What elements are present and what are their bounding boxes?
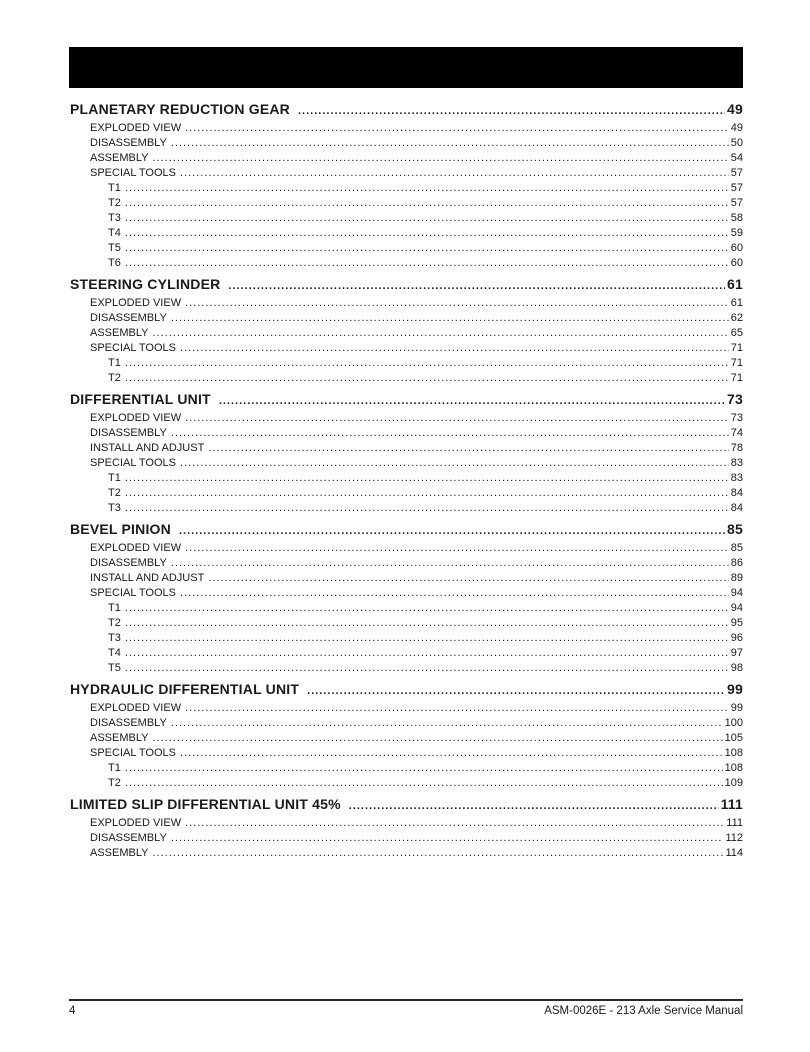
toc-entry [70, 731, 743, 746]
toc-section [70, 275, 743, 386]
toc-entry-label: EXPLODED VIEW [90, 412, 182, 424]
toc-entry-label: T1 [108, 762, 121, 774]
toc-entry-label: SPECIAL TOOLS [90, 457, 177, 469]
toc-entry-label: DISASSEMBLY [90, 717, 167, 729]
dot-leader [171, 556, 729, 571]
toc-entry-label: SPECIAL TOOLS [90, 167, 177, 179]
dot-leader [185, 411, 729, 426]
toc-section-heading-page: 49 [727, 101, 743, 117]
dot-leader [307, 682, 725, 701]
toc-entry-page: 58 [730, 212, 743, 224]
dot-leader [125, 356, 729, 371]
toc-section-heading-label: HYDRAULIC DIFFERENTIAL UNIT [70, 681, 300, 697]
toc-entry-page: 61 [730, 297, 743, 309]
toc-entry-label: SPECIAL TOOLS [90, 747, 177, 759]
toc-entry [70, 166, 743, 181]
toc-entry-label: EXPLODED VIEW [90, 542, 182, 554]
toc-entry-page: 60 [730, 242, 743, 254]
dot-leader [125, 486, 729, 501]
dot-leader [180, 746, 723, 761]
dot-leader [185, 541, 729, 556]
toc-entry-page: 62 [730, 312, 743, 324]
toc-entry-page: 73 [730, 412, 743, 424]
toc-entry [70, 776, 743, 791]
table-of-contents [70, 100, 743, 865]
page-footer [69, 999, 743, 1017]
toc-entry-page: 78 [730, 442, 743, 454]
dot-leader [125, 616, 729, 631]
dot-leader [349, 797, 719, 816]
toc-entry-page: 89 [730, 572, 743, 584]
toc-entry-label: ASSEMBLY [90, 732, 149, 744]
toc-entry-label: INSTALL AND ADJUST [90, 442, 205, 454]
toc-section-heading-page: 73 [727, 391, 743, 407]
dot-leader [153, 846, 724, 861]
toc-section-heading [70, 390, 743, 411]
toc-section [70, 390, 743, 516]
toc-entry-label: T5 [108, 242, 121, 254]
toc-entry-page: 83 [730, 457, 743, 469]
toc-entry-page: 86 [730, 557, 743, 569]
toc-section-heading [70, 100, 743, 121]
dot-leader [125, 761, 723, 776]
toc-entry-page: 49 [730, 122, 743, 134]
toc-entry [70, 716, 743, 731]
toc-entry-page: 85 [730, 542, 743, 554]
toc-entry-page: 59 [730, 227, 743, 239]
toc-entry [70, 701, 743, 716]
dot-leader [125, 181, 729, 196]
toc-entry-label: SPECIAL TOOLS [90, 587, 177, 599]
dot-leader [219, 392, 725, 411]
toc-entry-label: T1 [108, 357, 121, 369]
toc-section-heading-label: PLANETARY REDUCTION GEAR [70, 101, 290, 117]
toc-entry [70, 601, 743, 616]
dot-leader [125, 631, 729, 646]
toc-entry [70, 326, 743, 341]
toc-entry [70, 486, 743, 501]
toc-entry-label: INSTALL AND ADJUST [90, 572, 205, 584]
toc-entry-label: T5 [108, 662, 121, 674]
toc-entry [70, 571, 743, 586]
toc-entry-label: ASSEMBLY [90, 847, 149, 859]
toc-entry-label: ASSEMBLY [90, 152, 149, 164]
dot-leader [153, 326, 729, 341]
toc-entry [70, 456, 743, 471]
dot-leader [125, 211, 729, 226]
toc-entry-page: 94 [730, 587, 743, 599]
toc-entry [70, 121, 743, 136]
toc-entry-page: 71 [730, 342, 743, 354]
dot-leader [125, 256, 729, 271]
toc-entry [70, 371, 743, 386]
toc-entry-page: 94 [730, 602, 743, 614]
toc-entry [70, 746, 743, 761]
dot-leader [180, 456, 729, 471]
toc-section-heading-label: LIMITED SLIP DIFFERENTIAL UNIT 45% [70, 796, 341, 812]
toc-entry-label: SPECIAL TOOLS [90, 342, 177, 354]
toc-entry-label: T2 [108, 197, 121, 209]
toc-entry-page: 111 [726, 817, 743, 829]
toc-entry [70, 761, 743, 776]
dot-leader [208, 441, 728, 456]
toc-entry-label: T4 [108, 227, 121, 239]
dot-leader [180, 586, 729, 601]
toc-entry-label: T3 [108, 632, 121, 644]
toc-entry-label: T4 [108, 647, 121, 659]
toc-entry-label: T2 [108, 487, 121, 499]
toc-entry [70, 541, 743, 556]
toc-section-heading-page: 99 [727, 681, 743, 697]
dot-leader [125, 601, 729, 616]
dot-leader [180, 166, 729, 181]
toc-entry-page: 108 [724, 762, 743, 774]
toc-entry-page: 54 [730, 152, 743, 164]
toc-entry [70, 846, 743, 861]
toc-entry [70, 501, 743, 516]
toc-entry-page: 96 [730, 632, 743, 644]
toc-entry [70, 471, 743, 486]
toc-entry [70, 441, 743, 456]
toc-section [70, 100, 743, 271]
toc-entry-page: 84 [730, 487, 743, 499]
toc-section-heading-label: BEVEL PINION [70, 521, 171, 537]
toc-entry-label: T1 [108, 182, 121, 194]
toc-entry [70, 196, 743, 211]
toc-entry-page: 84 [730, 502, 743, 514]
dot-leader [171, 831, 724, 846]
toc-entry [70, 181, 743, 196]
toc-entry-page: 57 [730, 167, 743, 179]
toc-entry-label: T1 [108, 472, 121, 484]
toc-entry-label: T2 [108, 617, 121, 629]
dot-leader [125, 371, 729, 386]
toc-entry-page: 83 [730, 472, 743, 484]
dot-leader [125, 471, 729, 486]
dot-leader [171, 311, 729, 326]
toc-entry-label: DISASSEMBLY [90, 312, 167, 324]
header-bar [69, 47, 743, 88]
toc-entry-page: 98 [730, 662, 743, 674]
dot-leader [185, 701, 729, 716]
toc-entry-page: 71 [730, 357, 743, 369]
toc-entry-page: 108 [724, 747, 743, 759]
toc-entry-page: 95 [730, 617, 743, 629]
toc-section-heading-page: 111 [720, 796, 743, 812]
toc-entry-label: EXPLODED VIEW [90, 122, 182, 134]
dot-leader [179, 522, 725, 541]
toc-entry-page: 60 [730, 257, 743, 269]
toc-section-heading [70, 520, 743, 541]
toc-entry [70, 616, 743, 631]
toc-entry-label: DISASSEMBLY [90, 427, 167, 439]
toc-entry-label: DISASSEMBLY [90, 137, 167, 149]
toc-section [70, 520, 743, 676]
toc-entry-page: 114 [725, 847, 743, 859]
toc-entry-page: 74 [730, 427, 743, 439]
toc-entry [70, 586, 743, 601]
toc-entry [70, 341, 743, 356]
toc-entry-page: 57 [730, 182, 743, 194]
toc-entry [70, 646, 743, 661]
toc-entry-label: DISASSEMBLY [90, 557, 167, 569]
toc-entry [70, 426, 743, 441]
toc-entry-label: EXPLODED VIEW [90, 297, 182, 309]
toc-entry [70, 831, 743, 846]
toc-entry-page: 105 [724, 732, 743, 744]
dot-leader [125, 501, 729, 516]
toc-entry-label: T2 [108, 777, 121, 789]
toc-entry-page: 65 [730, 327, 743, 339]
toc-entry [70, 136, 743, 151]
toc-section [70, 795, 743, 861]
toc-entry [70, 356, 743, 371]
toc-section-heading-label: DIFFERENTIAL UNIT [70, 391, 211, 407]
dot-leader [171, 426, 729, 441]
toc-entry [70, 296, 743, 311]
toc-section-heading-page: 85 [727, 521, 743, 537]
dot-leader [185, 121, 729, 136]
dot-leader [298, 102, 725, 121]
dot-leader [125, 646, 729, 661]
toc-entry-label: DISASSEMBLY [90, 832, 167, 844]
dot-leader [125, 661, 729, 676]
toc-entry-page: 50 [730, 137, 743, 149]
dot-leader [153, 151, 729, 166]
toc-entry-label: T2 [108, 372, 121, 384]
toc-entry [70, 311, 743, 326]
toc-entry-page: 71 [730, 372, 743, 384]
toc-section-heading-label: STEERING CYLINDER [70, 276, 221, 292]
toc-entry [70, 411, 743, 426]
toc-entry-page: 112 [725, 832, 743, 844]
toc-entry [70, 226, 743, 241]
toc-entry-label: EXPLODED VIEW [90, 817, 182, 829]
dot-leader [208, 571, 728, 586]
toc-entry-label: T6 [108, 257, 121, 269]
toc-entry [70, 661, 743, 676]
toc-entry [70, 556, 743, 571]
toc-entry-label: T3 [108, 502, 121, 514]
dot-leader [171, 716, 723, 731]
toc-section-heading-page: 61 [727, 276, 743, 292]
dot-leader [125, 776, 723, 791]
toc-entry [70, 241, 743, 256]
toc-entry-page: 57 [730, 197, 743, 209]
toc-entry-page: 97 [730, 647, 743, 659]
dot-leader [185, 816, 724, 831]
footer-manual-title: ASM-0026E - 213 Axle Service Manual [544, 1005, 743, 1017]
toc-entry [70, 631, 743, 646]
dot-leader [228, 277, 725, 296]
toc-entry-label: T3 [108, 212, 121, 224]
toc-entry-label: EXPLODED VIEW [90, 702, 182, 714]
toc-entry-page: 109 [724, 777, 743, 789]
toc-entry [70, 256, 743, 271]
dot-leader [125, 196, 729, 211]
dot-leader [125, 226, 729, 241]
toc-section-heading [70, 680, 743, 701]
dot-leader [180, 341, 729, 356]
toc-entry-label: T1 [108, 602, 121, 614]
toc-section [70, 680, 743, 791]
toc-entry [70, 816, 743, 831]
dot-leader [125, 241, 729, 256]
toc-entry-label: ASSEMBLY [90, 327, 149, 339]
dot-leader [153, 731, 723, 746]
toc-entry [70, 151, 743, 166]
toc-section-heading [70, 275, 743, 296]
toc-entry-page: 100 [724, 717, 743, 729]
dot-leader [185, 296, 729, 311]
toc-entry-page: 99 [730, 702, 743, 714]
footer-page-number: 4 [69, 1005, 76, 1017]
toc-section-heading [70, 795, 743, 816]
toc-entry [70, 211, 743, 226]
dot-leader [171, 136, 729, 151]
